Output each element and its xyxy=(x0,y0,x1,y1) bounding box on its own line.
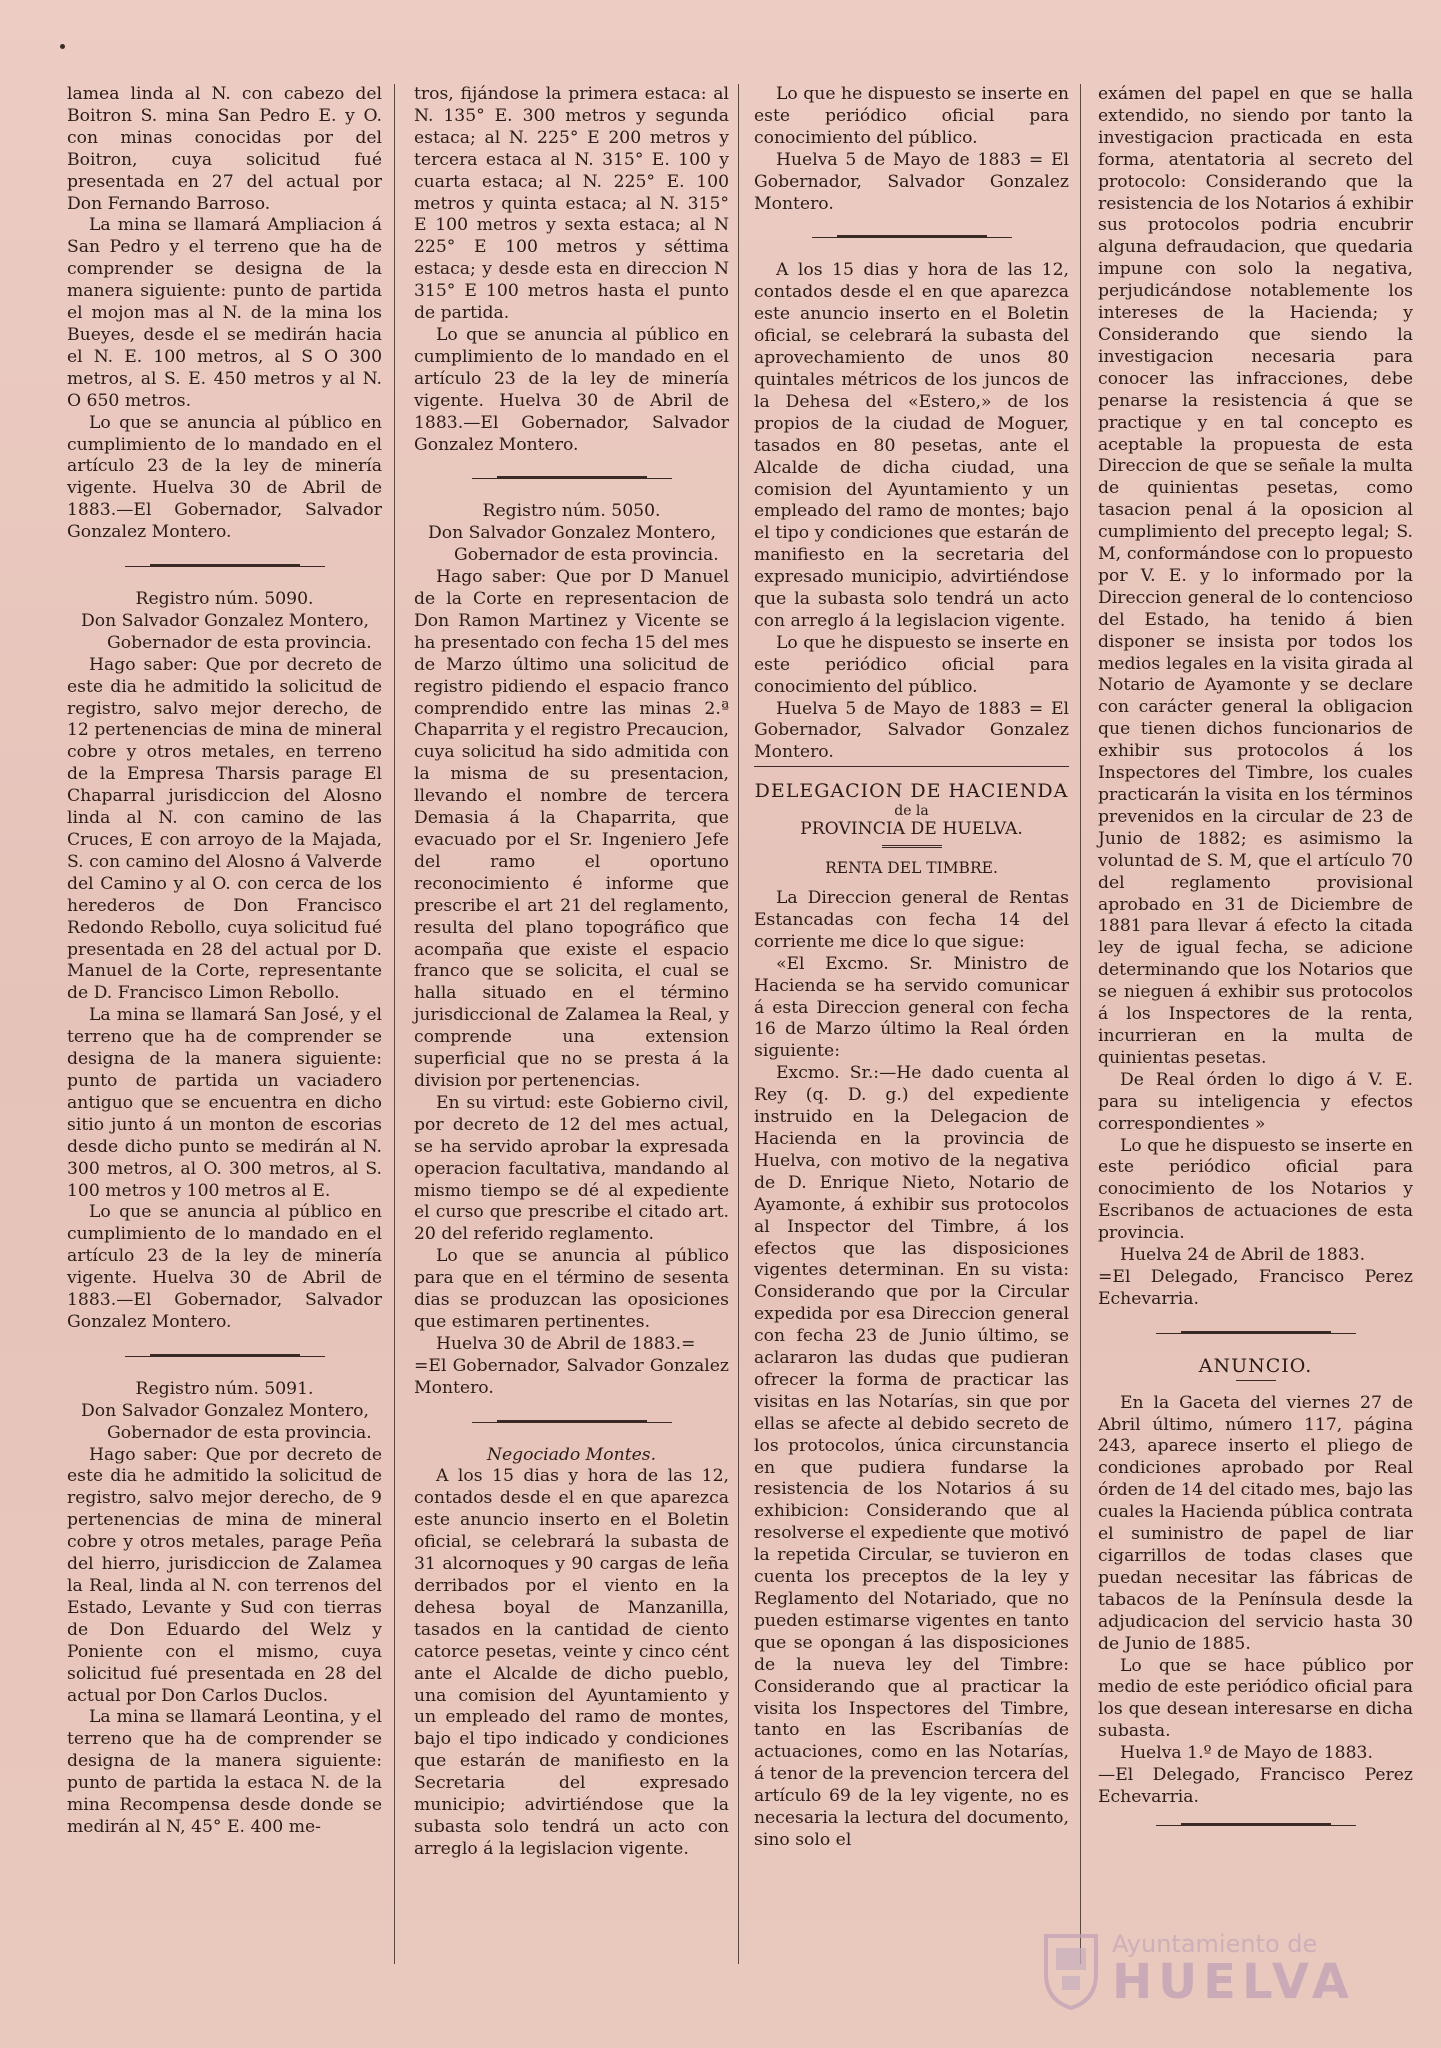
renta-continuation: exámen del papel en que se halla extendido, no siendo por tanto la investigacion practicada en esta forma, atentatoria al secreto del protocolo: Considerando que la resistencia de los Notarios á exhibir sus protocolos podria encubrir alguna defraudacion, que quedaria impune con solo la negativa, perjudicándose notablemente los intereses de la Hacienda; y Considerando que siendo la investigacion necesaria para conocer las infracciones, debe penarse la resistencia á que se practique y en tal concepto es aceptable la propuesta de esta Direccion de que se señale la multa de quinientas pesetas, como tasacion penal á la oposicion al cumplimiento del precepto legal; S. M, conformándose con lo propuesto por V. E. y lo informado por la Direccion general de lo contencioso del Estado, ha tenido á bien disponer se insista por todos los medios legales en la visita girada al Notario de Ayamonte y se declare con carácter general la obligacion que tienen dichos funcionarios de exhibir sus protocolos á los Inspectores del Timbre, los cuales practicarán la visita en los términos prevenidos en la circular de 23 de Junio de 1882; es asimismo la voluntad de S. M, que el artículo 70 del reglamento provisional aprobado en 31 de Diciembre de 1881 para llevar á efecto la citada ley de igual fecha, se adicione determinando que los Notarios que se nieguen á exhibir sus protocolos á los Inspectores de la renta, incurrieran en la multa de quinientas pesetas. xyxy=(1098,84,1414,1068)
watermark-line-2: HUELVA xyxy=(1112,1954,1355,2010)
column-divider-2 xyxy=(738,84,739,1964)
column-3 xyxy=(754,84,1069,1852)
closing-notice: Lo que se anuncia al público en cumplimiento de lo mandado en el artículo 23 de la ley de minería vigente. Huelva 30 de Abril de 1883.—El Gobernador, Salvador Gonzalez Montero. xyxy=(67,412,382,543)
registro-5050-body: Hago saber: Que por D Manuel de la Corte en representacion de Don Ramon Martinez y Vicente se ha presentado con fecha 15 del mes de Marzo último una solicitud de registro pidiendo el espacio franco comprendido entre las minas 2.ª Chaparrita y el registro Precaucion, cuya solicitud ha sido admitida con la misma de su presentacion, llevando el nombre de tercera Demasia á la Chaparrita, que evacuado por el Sr. Ingeniero Jefe del ramo el oportuno reconocimiento é informe que prescribe el art 21 del reglamento, resulta del plano topográfico que acompaña que existe el espacio franco que se solicita, el cual se halla situado en el término jurisdiccional de Zalamea la Real, y comprende una extension superficial que no se presta á la division por pertenencias. xyxy=(414,567,729,1091)
registro-5091-name: Don Salvador Gonzalez Montero, xyxy=(81,1400,369,1421)
column-4 xyxy=(1098,84,1413,1848)
watermark-line-1: Ayuntamiento de xyxy=(1112,1930,1318,1958)
juncos-closing: Lo que he dispuesto se inserte en este periódico oficial para conocimiento del público. xyxy=(754,632,1069,697)
closing-notice: Lo que se anuncia al público en cumplimiento de lo mandado en el artículo 23 de la ley de minería vigente. Huelva 30 de Abril de 1883.—El Gobernador, Salvador Gonzalez Montero. xyxy=(414,324,729,455)
separator xyxy=(497,1420,647,1423)
delegacion-connector: de la xyxy=(894,803,929,820)
coat-of-arms-icon xyxy=(1040,1930,1102,2010)
registro-5090-title: Registro núm. 5090. xyxy=(135,589,314,610)
registro-5091-body: Hago saber: Que por decreto de este dia he admitido la solicitud de registro, salvo mejor derecho, de 9 pertenencias de mina de mineral cobre y otros metales, parage Peña del hierro, jurisdiccion de Zalamea la Real, linda al N. con terrenos del Estado, Levante y Sud con tierras de Don Eduardo del Welz y Poniente con el mismo, cuya solicitud fué presentada en 28 del actual por Don Carlos Duclos. xyxy=(67,1444,382,1706)
article-continuation: tros, fijándose la primera estaca: al N. 135° E. 300 metros y segunda estaca; al N. 225° E 200 metros y tercera estaca al N. 315° E. 100 y cuarta estaca; al N. 225° E. 100 metros y quinta estaca; al N. 315° E 100 metros y sexta estaca; al N 225° E 100 metros y séttima estaca; y desde esta en direccion N 315° E 100 metros hasta el punto de partida. xyxy=(414,84,729,324)
anuncio-closing: Lo que se hace público por medio de este periódico oficial para los que desean interesarse en dicha subasta. xyxy=(1098,1655,1413,1742)
renta-closing: Lo que he dispuesto se inserte en este periódico oficial para conocimiento de los Notarios y Escribanos de actuaciones de esta provincia. xyxy=(1098,1135,1413,1244)
separator xyxy=(150,564,300,567)
registro-5090-body: Hago saber: Que por decreto de este dia he admitido la solicitud de registro, salvo mejor derecho, de 12 pertenencias de mina de mineral cobre y otros metales, en terreno de la Empresa Tharsis parage El Chaparral jurisdiccion del Alosno linda al N. con camino de las Cruces, E con arroyo de la Majada, S. con camino del Alosno á Valverde del Camino y al O. con cerca de los herederos de Don Francisco Redondo Rebollo, cuya solicitud fué presentada en 28 del actual por D. Manuel de la Corte, representante de D. Francisco Limon Rebollo. xyxy=(67,654,382,1004)
separator xyxy=(1181,1823,1331,1826)
registro-5091-title: Registro núm. 5091. xyxy=(135,1378,314,1399)
title-rule xyxy=(1236,1380,1276,1381)
separator xyxy=(497,476,647,479)
renta-date: Huelva 24 de Abril de 1883. xyxy=(1120,1245,1366,1266)
article-continuation: lamea linda al N. con cabezo del Boitron S. mina San Pedro E. y O. con minas conocidas por del Boitron, cuya solicitud fué presentada en 27 del actual por Don Fernando Barroso. xyxy=(67,84,382,214)
registro-5050-virtud: En su virtud: este Gobierno civil, por decreto de 12 del mes actual, se ha servido aprobar la expresada operacion facultativa, mandando al mismo tiempo se dé al expediente el curso que prescribe el citado art. 20 del referido reglamento. xyxy=(414,1092,729,1245)
anuncio-sign: —El Delegado, Francisco Perez Echevarria. xyxy=(1098,1765,1413,1807)
column-2 xyxy=(414,84,729,1861)
anuncio-date: Huelva 1.º de Mayo de 1883. xyxy=(1120,1743,1373,1764)
registro-5050-name: Don Salvador Gonzalez Montero, xyxy=(428,523,716,544)
separator xyxy=(837,235,987,238)
page-mark xyxy=(60,44,65,49)
registro-5090-name: Don Salvador Gonzalez Montero, xyxy=(81,610,369,631)
closing-date: Huelva 5 de Mayo de 1883 = El Gobernador, Salvador Gonzalez Montero. xyxy=(754,149,1069,214)
registro-5091-mine: La mina se llamará Leontina, y el terreno que ha de comprender se designa de la manera siguiente: punto de partida la estaca N. de la mina Recompensa desde donde se medirán al N, 45° E. 400 me- xyxy=(67,1707,382,1837)
real-orden: De Real órden lo digo á V. E. para su inteligencia y efectos correspondientes » xyxy=(1098,1069,1413,1134)
montes-body: A los 15 dias y hora de las 12, contados desde el en que aparezca este anuncio inserto en el Boletin oficial, se celebrará la subasta de 31 alcornoques y 90 cargas de leña derribados por el viento en la dehesa boyal de Manzanilla, tasados en la cantidad de ciento catorce pesetas, veinte y cinco cént ante el Alcalde de dicho pueblo, una comision del Ayuntamiento y un empleado del ramo de montes, bajo el tipo indicado y condiciones que estarán de manifiesto en la Secretaria del expresado municipio; advirtiéndose que la subasta solo tendrá un acto con arreglo á la legislacion vigente. xyxy=(414,1466,729,1859)
registro-5050-title: Registro núm. 5050. xyxy=(482,501,661,522)
registro-5090-mine: La mina se llamará San José, y el terreno que ha de comprender se designa de la manera siguiente: punto de partida un vaciadero antiguo que se encuentra en dicho sitio junto á un monton de escorias desde dicho punto se medirán al N. 300 metros, al O. 300 metros, al S. 100 metros y 100 metros al E. xyxy=(67,1005,382,1201)
column-divider-1 xyxy=(394,84,395,1964)
juncos-body: A los 15 dias y hora de las 12, contados desde el en que aparezca este anuncio inserto en el Boletin oficial, se celebrará la subasta del aprovechamiento de unos 80 quintales métricos de los juncos de la Dehesa del «Estero,» de los propios de la ciudad de Moguer, tasados en 80 pesetas, ante el Alcalde de dicha ciudad, una comision del Ayuntamiento y un empleado del ramo de montes; bajo el tipo y condiciones que estarán de manifiesto en la secretaria del expresado municipio, advirtiéndose que la subasta solo tendrá un acto con arreglo á la legislacion vigente. xyxy=(754,260,1069,631)
column-1 xyxy=(67,84,382,1839)
renta-sign: =El Delegado, Francisco Perez Echevarria. xyxy=(1098,1266,1413,1309)
column-divider-3 xyxy=(1080,84,1081,1964)
juncos-date: Huelva 5 de Mayo de 1883 = El Gobernador, Salvador Gonzalez Montero. xyxy=(754,698,1069,763)
renta-title: RENTA DEL TIMBRE. xyxy=(825,859,998,878)
registro-5050-date: Huelva 30 de Abril de 1883.= xyxy=(436,1333,696,1354)
delegacion-title: DELEGACION DE HACIENDA xyxy=(754,780,1069,803)
delegacion-province: PROVINCIA DE HUELVA. xyxy=(800,819,1023,840)
anuncio-body: En la Gaceta del viernes 27 de Abril último, número 117, página 243, aparece inserto el pliego de condiciones aprobado por Real órden de 14 del citado mes, bajo las cuales la Hacienda pública contrata el suministro de papel de liar cigarrillos de todas clases que puedan necesitar las fábricas de tabacos de la Península desde la adjudicacion del servicio hasta 30 de Junio de 1885. xyxy=(1098,1392,1413,1654)
separator xyxy=(1181,1331,1331,1334)
section-rule xyxy=(754,766,1069,767)
anuncio-title: ANUNCIO. xyxy=(1198,1354,1313,1377)
renta-body: Excmo. Sr.:—He dado cuenta al Rey (q. D. g.) del expediente instruido en la Delegacion de Hacienda en la provincia de Huelva, con motivo de la negativa de D. Enrique Nieto, Notario de Ayamonte, á exhibir sus protocolos al Inspector del Timbre, á los efectos que las disposiciones vigentes determinan. En su vista: Considerando que por la Circular expedida por esa Direccion general con fecha 23 de Junio último, se aclararon las dudas que pudieran ofrecer la forma de practicar las visitas en las Notarías, sin que por ellas se afecte al debido secreto de los protocolos, única circunstancia en que pudiera fundarse la resistencia de los Notarios á su exhibicion: Considerando que al resolverse el expediente que motivó la repetida Circular, se tuvieron en cuenta los preceptos de la ley y Reglamento del Notariado, que no pueden estimarse vigentes en tanto que se opongan á las disposiciones de la nueva ley del Timbre: Considerando que al practicar la visita los Inspectores del Timbre, tanto en las Escribanías de actuaciones, como en las Notarías, á tenor de la prevencion tercera del artículo 69 de la ley vigente, no es necesaria la lectura del documento, sino solo el xyxy=(754,1063,1069,1850)
montes-title: Negociado Montes. xyxy=(486,1444,657,1465)
double-rule xyxy=(882,845,942,848)
registro-5091-role: Gobernador de esta provincia. xyxy=(107,1422,372,1443)
renta-intro: La Direccion general de Rentas Estancadas con fecha 14 del corriente me dice lo que sigue: xyxy=(754,888,1069,952)
renta-quote: «El Excmo. Sr. Ministro de Hacienda se ha servido comunicar á esta Direccion general con fecha 16 de Marzo último la Real órden siguiente: xyxy=(754,953,1069,1062)
registro-5050-sign: =El Gobernador, Salvador Gonzalez Montero. xyxy=(414,1355,729,1398)
closing-notice: Lo que he dispuesto se inserte en este periódico oficial para conocimiento del público. xyxy=(754,84,1069,148)
registro-5050-role: Gobernador de esta provincia. xyxy=(454,545,719,566)
separator xyxy=(150,1354,300,1357)
registro-5050-closing: Lo que se anuncia al público para que en el término de sesenta dias se produzcan las oposiciones que estimaren pertinentes. xyxy=(414,1246,729,1332)
registro-5090-role: Gobernador de esta provincia. xyxy=(107,632,372,653)
archive-watermark xyxy=(1040,1930,1380,2010)
mine-description: La mina se llamará Ampliacion á San Pedro y el terreno que ha de comprender se designa de la manera siguiente: punto de partida el mojon mas al N. de la mina los Bueyes, desde el se medirán hacia el N. E. 100 metros, al S O 300 metros, al S. E. 450 metros y al N. O 650 metros. xyxy=(67,215,382,411)
registro-5090-closing: Lo que se anuncia al público en cumplimiento de lo mandado en el artículo 23 de la ley de minería vigente. Huelva 30 de Abril de 1883.—El Gobernador, Salvador Gonzalez Montero. xyxy=(67,1202,382,1332)
